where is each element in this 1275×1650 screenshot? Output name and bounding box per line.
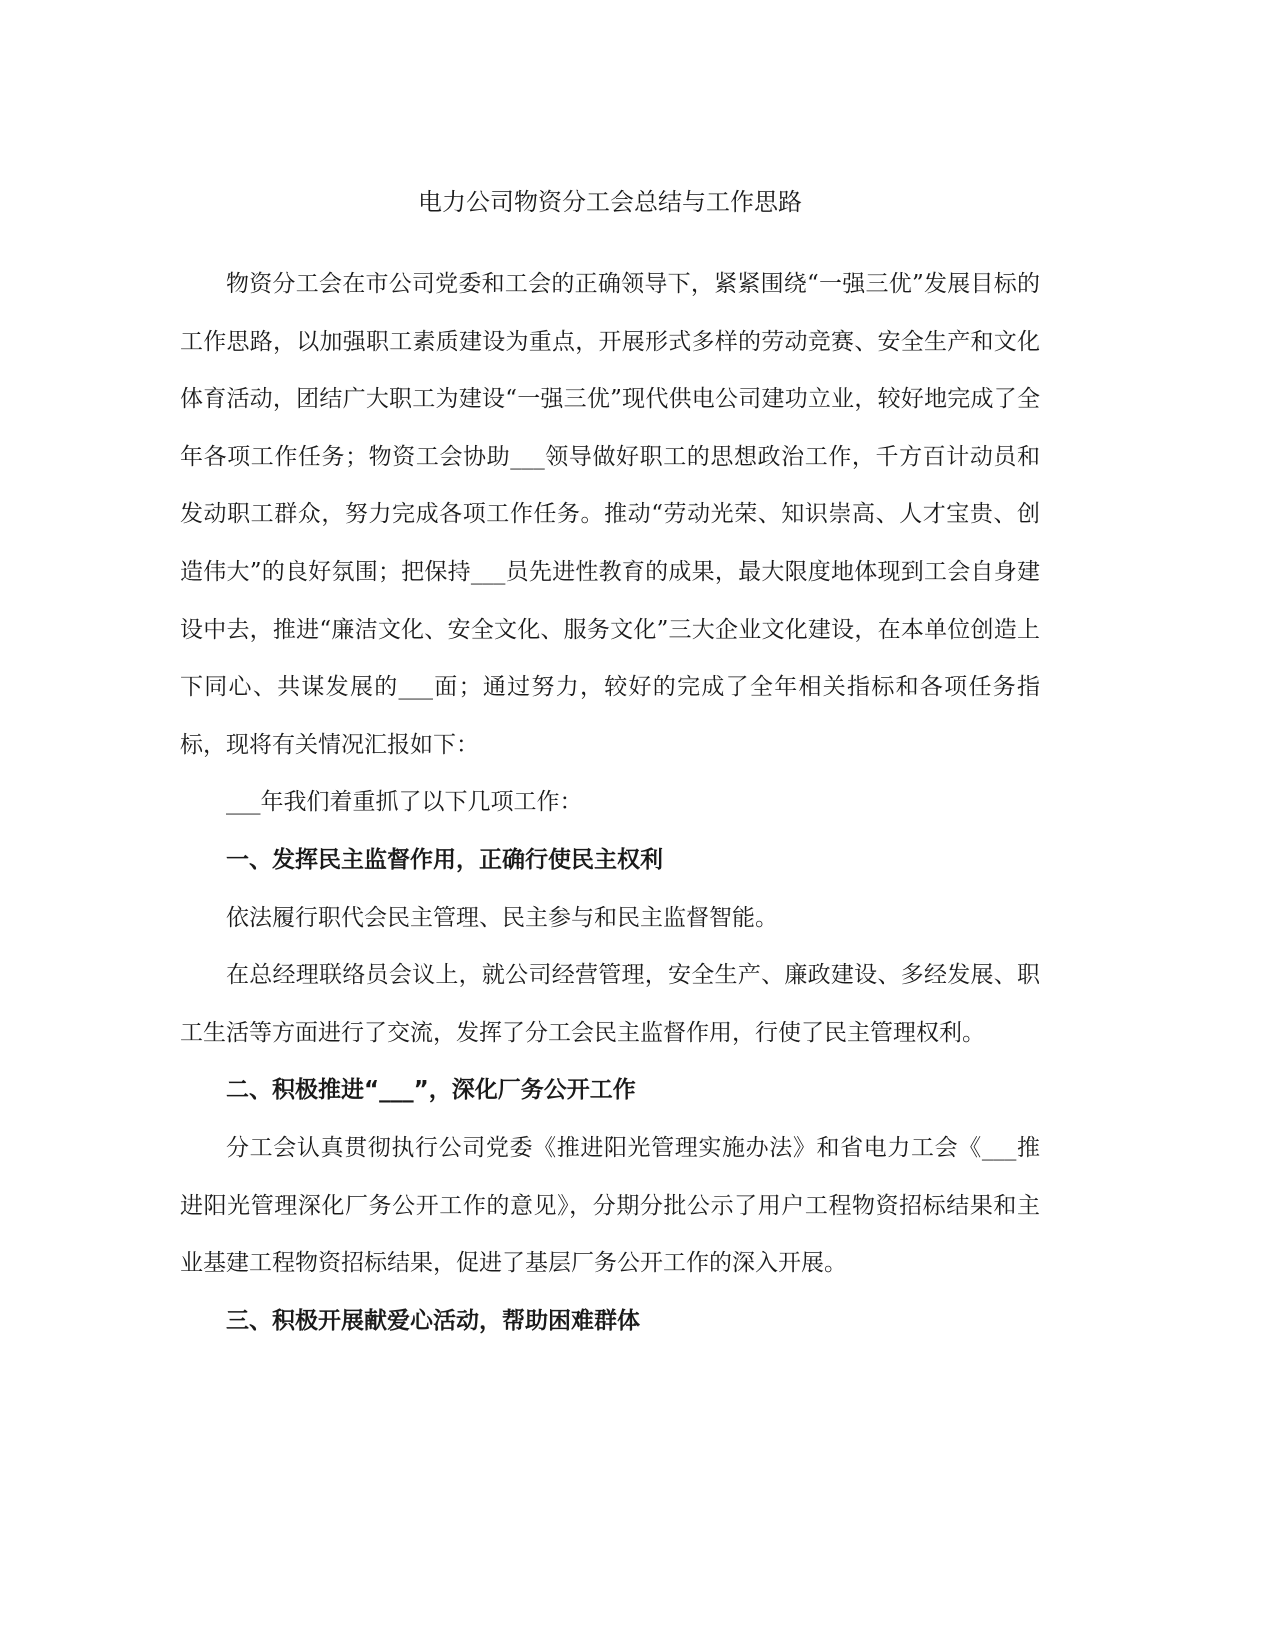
- intro-paragraph: 物资分工会在市公司党委和工会的正确领导下，紧紧围绕“一强三优”发展目标的工作思路，以加强职工素质建设为重点，开展形式多样的劳动竞赛、安全生产和文化体育活动，团结广大职工为建设“一强三优”现代供电公司建功立业，较好地完成了全年各项工作任务；物资工会协助___领导做好职工的思想政治工作，千方百计动员和发动职工群众，努力完成各项工作任务。推动“劳动光荣、知识崇高、人才宝贵、创造伟大”的良好氛围；把保持___员先进性教育的成果，最大限度地体现到工会自身建设中去，推进“廉洁文化、安全文化、服务文化”三大企业文化建设，在本单位创造上下同心、共谋发展的___面；通过努力，较好的完成了全年相关指标和各项任务指标，现将有关情况汇报如下：: [180, 271, 1040, 758]
- section-heading-2: 二、积极推进“___”，深化厂务公开工作: [226, 1077, 636, 1104]
- section-2-paragraph-1: 分工会认真贯彻执行公司党委《推进阳光管理实施办法》和省电力工会《___推进阳光管理深化厂务公开工作的意见》，分期分批公示了用户工程物资招标结果和主业基建工程物资招标结果，促进了基层厂务公开工作的深入开展。: [180, 1134, 1040, 1277]
- work-summary-lead: ___年我们着重抓了以下几项工作：: [226, 789, 583, 816]
- document-page: [180, 0, 1040, 1650]
- section-1-paragraph-2: 在总经理联络员会议上，就公司经营管理，安全生产、廉政建设、多经发展、职工生活等方面进行了交流，发挥了分工会民主监督作用，行使了民主管理权利。: [180, 962, 1040, 1046]
- document-body: [180, 256, 1040, 1350]
- section-heading-1: 一、发挥民主监督作用，正确行使民主权利: [226, 846, 663, 873]
- section-1-paragraph-1: 依法履行职代会民主管理、民主参与和民主监督智能。: [226, 904, 778, 931]
- section-heading-3: 三、积极开展献爱心活动，帮助困难群体: [226, 1307, 640, 1334]
- document-title: 电力公司物资分工会总结与工作思路: [418, 188, 802, 216]
